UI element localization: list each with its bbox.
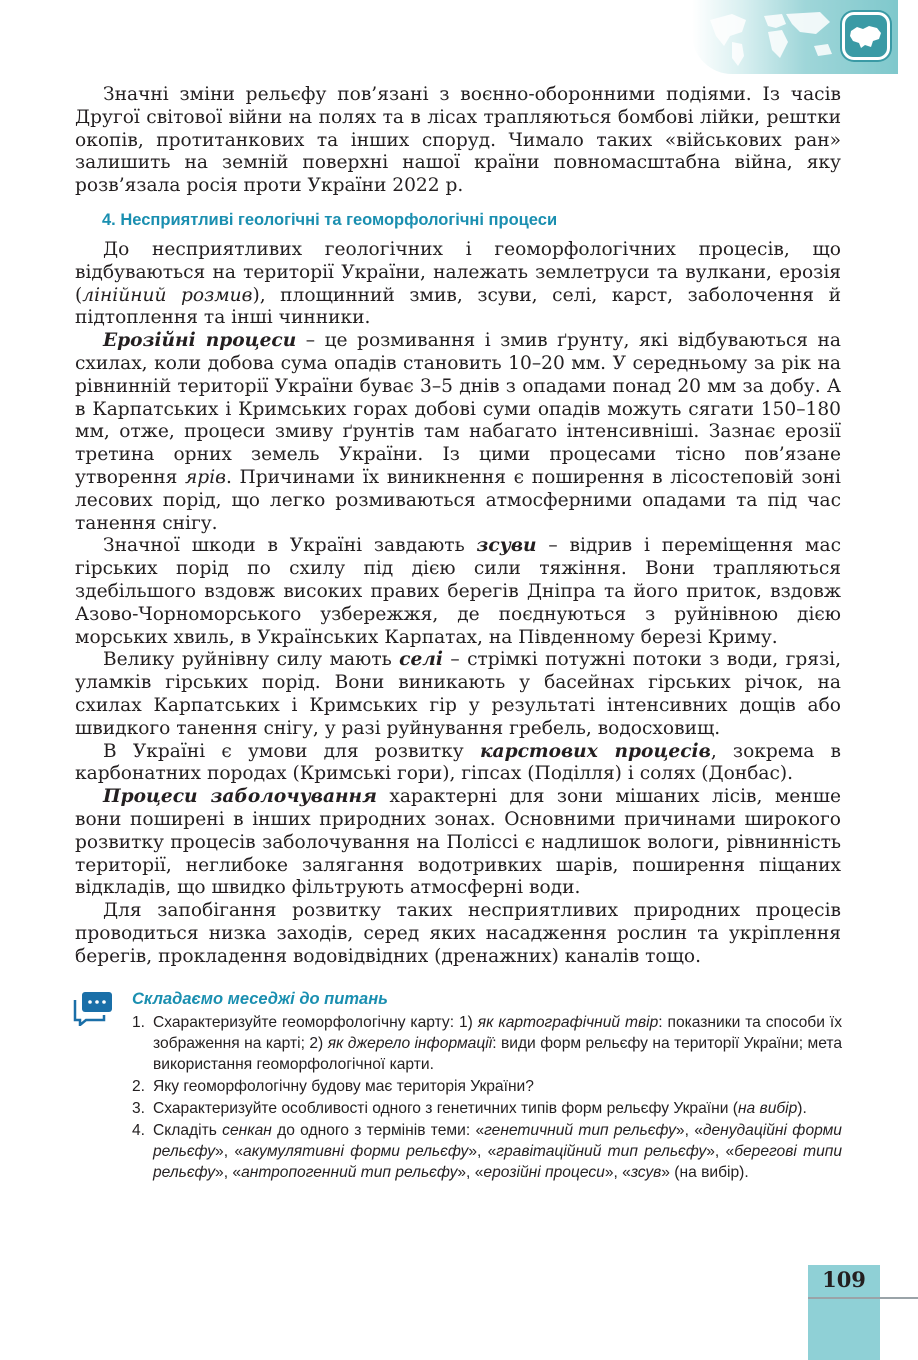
term-mudflows: селі (399, 649, 443, 671)
ukraine-badge (842, 12, 890, 60)
page-divider (808, 1297, 918, 1299)
chat-bubbles-icon (72, 990, 114, 1026)
questions-title: Складаємо меседжі до питань (132, 990, 388, 1008)
term-erosion: Ерозійні процеси (103, 330, 297, 352)
intro-block (75, 84, 841, 198)
world-map-icon (702, 6, 842, 68)
page-number: 109 (822, 1267, 866, 1292)
paragraph-mudflows: Велику руйнівну силу мають селі – стрімкі потужні потоки з води, грязі, уламків гірських порід. Вони виникають у басейнах гірських річок, на схилах Карпатських і Кримських гір у результаті інтенсивних дощів або швидкого танення снігу, у разі руйнування гребель, водосховищ. (75, 649, 841, 739)
list-item: 1. Схарактеризуйте геоморфологічну карту: 1) як картографічний твір: показники та способи їх зображення на карті; 2) як джерело інформації: види форм рельєфу на території України; мета використання геоморфологічної карти. (132, 1014, 842, 1073)
term-landslides: зсуви (476, 535, 537, 557)
list-item: 3. Схарактеризуйте особливості одного з генетичних типів форм рельєфу України (на вибір). (132, 1100, 807, 1117)
section-body (75, 239, 841, 969)
term-swamping: Процеси заболочування (103, 786, 377, 808)
paragraph-intro-processes: До несприятливих геологічних і геоморфологічних процесів, що відбуваються на території України, належать землетруси та вулкани, ерозія (лінійний розмив), площинний змив, зсуви, селі, карст, заболочення й підтоплення та інші чинники. (75, 239, 841, 329)
header-logo (692, 0, 898, 74)
list-item: 4. Складіть сенкан до одного з термінів теми: «генетичний тип рельєфу», «денудаційні форми рельєфу», «акумулятивні форми рельєфу», «гравітаційний тип рельєфу», «берегові типи рельєфу», «антропогенний тип рельєфу», «ерозійні процеси», «зсув» (на вибір). (132, 1122, 843, 1181)
paragraph-karst: В Україні є умови для розвитку карстових процесів, зокрема в карбонатних породах (Кримські гори), гіпсах (Поділля) і солях (Донбас). (75, 740, 841, 785)
questions-list (132, 1012, 842, 1184)
paragraph-erosion: Ерозійні процеси – це розмивання і змив ґрунту, які відбуваються на схилах, коли добова сума опадів становить 10–20 мм. У середньому за рік на рівнинній території України буває 3–5 днів з опадами понад 20 мм за добу. А в Карпатських і Кримських горах добові суми опадів можуть сягати 150–180 мм, отже, процеси змиву ґрунтів там набагато інтенсивніші. Зазнає ерозії третина орних земель України. Із цими процесами тісно пов’язане утворення ярів. Причинами їх виникнення є поширення в лісостеповій зоні лесових порід, що легко розмиваються атмосферними опадами та під час танення снігу. (75, 330, 842, 534)
paragraph-swamping: Процеси заболочування характерні для зони мішаних лісів, менше вони поширені в інших природних зонах. Основними причинами широкого розвитку процесів заболочування на Поліссі є надлишок вологи, рівнинність території, неглибоке залягання водотривких шарів, поширення піщаних відкладів, що швидко фільтрують атмосферні води. (75, 786, 841, 899)
intro-paragraph: Значні зміни рельєфу пов’язані з воєнно-оборонними подіями. Із часів Другої світової війни на полях та в лісах трапляються бомбові лійки, рештки окопів, протитанкових та інших споруд. Чимало таких «військових ран» залишить на земній поверхні нашої країни повномасштабна війна, яку розв’язала росія проти України 2022 р. (75, 84, 841, 197)
paragraph-prevention: Для запобігання розвитку таких несприятливих природних процесів проводиться низка заходів, серед яких насадження рослин та укріплення берегів, прокладення водовідвідних (дренажних) каналів тощо. (75, 900, 841, 967)
ukraine-map-icon (849, 23, 883, 51)
list-item: 2. Яку геоморфологічну будову має територія України? (132, 1078, 534, 1095)
paragraph-landslides: Значної шкоди в Україні завдають зсуви – відрив і переміщення мас гірських порід по схилу під дією сили тяжіння. Вони трапляються здебільшого вздовж високих правих берегів Дніпра та його приток, вздовж Азово-Чорноморського узбережжя, де поєднуються з руйнівною дією морських хвиль, в Українських Карпатах, на Південному березі Криму. (75, 535, 841, 648)
section-title: 4. Несприятливі геологічні та геоморфологічні процеси (102, 211, 558, 229)
term-karst: карстових процесів (479, 740, 711, 762)
